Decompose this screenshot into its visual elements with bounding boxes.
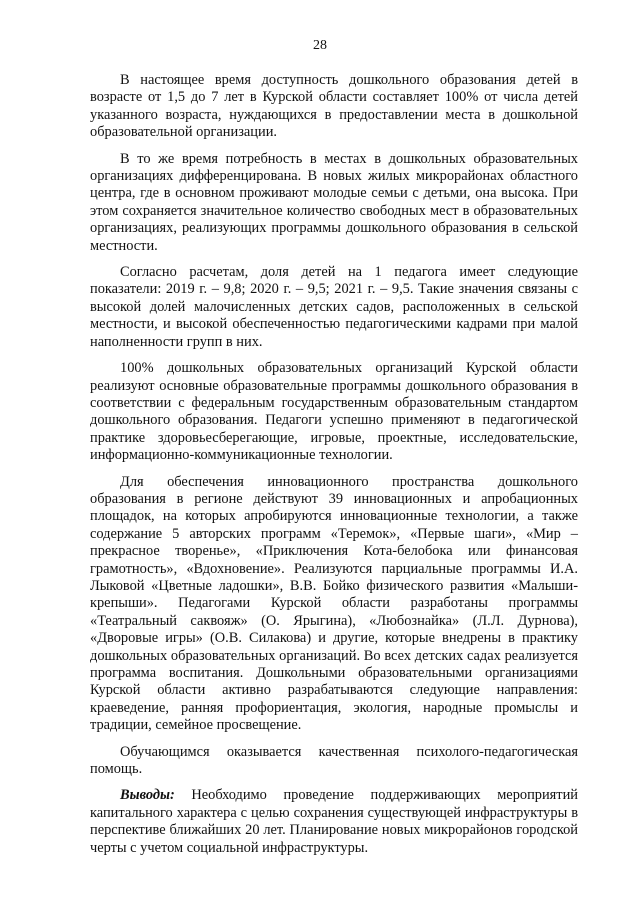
document-body: [90, 72, 578, 857]
paragraph-demand-differentiation: В то же время потребность в местах в дошкольных образовательных организациях дифференцирована. В новых жилых микрорайонах областного центра, где в основном проживают молодые семьи с детьми, она высока. При этом сохраняется значительное количество свободных мест в образовательных организациях, реализующих программы дошкольного образования в сельской местности.: [90, 150, 578, 254]
paragraph-educational-programs: 100% дошкольных образовательных организаций Курской области реализуют основные образовательные программы дошкольного образования в соответствии с федеральным государственным образовательным стандартом дошкольного образования. Педагоги успешно применяют в педагогической практике здоровьесберегающие, игровые, проектные, исследовательские, информационно-коммуникационные технологии.: [90, 360, 578, 464]
paragraph-preschool-availability: В настоящее время доступность дошкольного образования детей в возрасте от 1,5 до 7 лет в Курской области составляет 100% от числа детей указанного возраста, нуждающихся в предоставлении места в дошкольной образовательной организации.: [90, 72, 578, 141]
paragraph-psychological-support: Обучающимся оказывается качественная психолого-педагогическая помощь.: [90, 743, 578, 778]
conclusions-label: Выводы:: [120, 787, 175, 804]
paragraph-conclusions: [90, 787, 578, 857]
conclusions-text: Необходимо проведение поддерживающих мероприятий капитального характера с целью сохранения существующей инфраструктуры в перспективе ближайших 20 лет. Планирование новых микрорайонов городской черты с учетом социальной инфраструктуры.: [90, 787, 578, 856]
paragraph-children-per-teacher: Согласно расчетам, доля детей на 1 педагога имеет следующие показатели: 2019 г. – 9,8; 2020 г. – 9,5; 2021 г. – 9,5. Такие значения связаны с высокой долей малочисленных детских садов, расположенных в сельской местности, и высокой обеспеченностью педагогическими кадрами при малой наполненности групп в них.: [90, 264, 578, 350]
paragraph-innovation-platforms: Для обеспечения инновационного пространства дошкольного образования в регионе действуют 39 инновационных и апробационных площадок, на которых апробируются инновационные технологии, а также содержание 5 авторских программ «Теремок», «Первые шаги», «Мир – прекрасное творенье», «Приключения Кота-белобока или финансовая грамотность», «Вдохновение». Реализуются парциальные программы И.А. Лыковой «Цветные ладошки», В.В. Бойко физического развития «Малыши-крепыши». Педагогами Курской области разработаны программы «Театральный саквояж» (О. Ярыгина), «Любознайка» (Л.Л. Дурнова), «Дворовые игры» (О.В. Силакова) и другие, которые внедрены в практику дошкольных образовательных организаций. Во всех детских садах реализуется программа воспитания. Дошкольными образовательными организациями Курской области активно разрабатываются следующие направления: краеведение, ранняя профориентация, экология, народные промыслы и традиции, семейное просвещение.: [90, 473, 578, 734]
page-number: 28: [313, 38, 327, 53]
